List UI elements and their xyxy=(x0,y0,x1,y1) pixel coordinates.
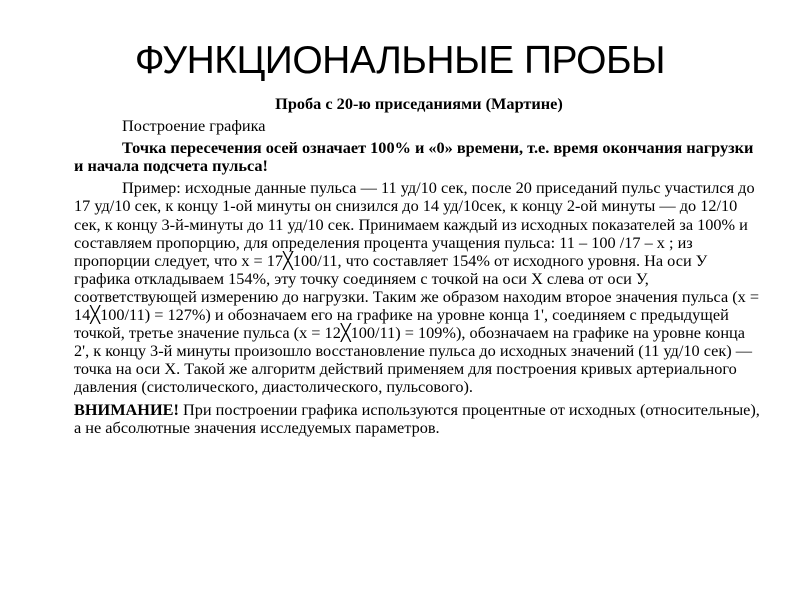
section-heading: Построение графика xyxy=(122,116,266,136)
slide-body xyxy=(74,95,764,437)
warning-label: ВНИМАНИЕ! xyxy=(74,399,179,419)
slide-title: ФУНКЦИОНАЛЬНЫЕ ПРОБЫ xyxy=(134,39,666,82)
warning-text: При построении графика используются процентные от исходных (относительные), а не абсолютные значения исследуемых параметров. xyxy=(74,399,760,437)
warning-paragraph xyxy=(74,401,764,437)
example-paragraph: Пример: исходные данные пульса — 11 уд/10 сек, после 20 приседаний пульс участился до 17 уд/10 сек, к концу 1-ой минуты он снизился до 14 уд/10сек, к концу 2-ой минуты — до 12/10 сек, к концу 3-й-минуты до 11 уд/10 сек. Принимаем каждый из исходных показателей за 100% и составляем пропорцию, для определения процента учащения пульса: 11 – 100 /17 – х ; из пропорции следует, что х = 17╳100/11, что составляет 154% от исходного уровня. На оси У графика откладываем 154%, эту точку соединяем с точкой на оси Х слева от оси У, соответствующей измерению до нагрузки. Таким же образом находим второе значения пульса (х = 14╳100/11) = 127%) и обозначаем его на графике на уровне конца 1', соединяем с предыдущей точкой, третье значение пульса (х = 12╳100/11) = 109%), обозначаем на графике на уровне конца 2', к концу 3-й минуты произошло восстановление пульса до исходных значений (11 уд/10 сек) — точка на оси Х. Такой же алгоритм действий применяем для построения кривых артериального давления (систолического, диастолического, пульсового). xyxy=(74,178,760,397)
slide-subtitle: Проба с 20-ю приседаниями (Мартине) xyxy=(275,94,563,113)
highlight-paragraph: Точка пересечения осей означает 100% и «0» времени, т.е. время окончания нагрузки и начала подсчета пульса! xyxy=(74,138,754,176)
